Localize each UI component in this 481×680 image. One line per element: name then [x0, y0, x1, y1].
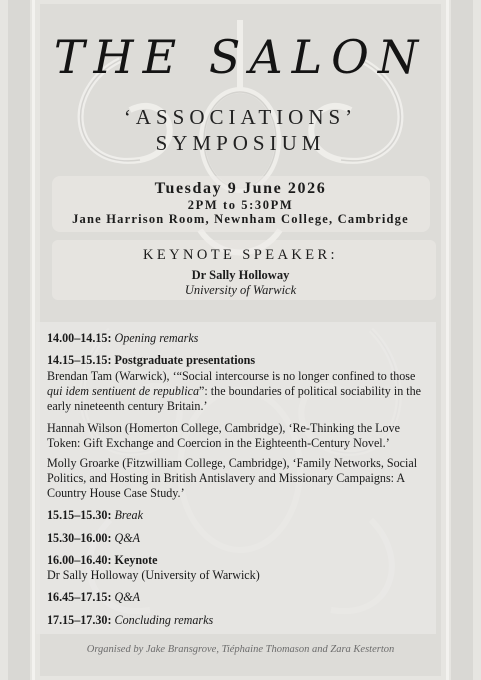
- talk-3: [47, 456, 432, 501]
- talk-3-line-2: Politics, and Hosting in British Antislavery and Missionary Campaigns: A: [47, 471, 406, 485]
- talk-1-line-2: [47, 384, 432, 399]
- subtitle-line-2: SYMPOSIUM: [155, 131, 326, 155]
- opening-label: Opening remarks: [114, 331, 199, 345]
- break-time: 15.15–15.30:: [47, 508, 112, 522]
- qa-1-time: 15.30–16.00:: [47, 531, 112, 545]
- closing-label: Concluding remarks: [114, 613, 214, 627]
- postgrad-time: 14.15–15.15:: [47, 353, 112, 367]
- programme-postgrad: [47, 353, 432, 368]
- event-title: THE SALON: [53, 30, 428, 84]
- programme-qa-1: [47, 531, 432, 546]
- talk-2-line-1: Hannah Wilson (Homerton College, Cambridge), ‘Re-Thinking the Love: [47, 421, 400, 435]
- keynote-name: Dr Sally Holloway: [191, 268, 290, 282]
- programme-keynote: [47, 553, 432, 583]
- talk-1-line-2-rest: ”: the boundaries of political sociability in the: [199, 384, 422, 398]
- talk-1-line-3: early nineteenth century Britain.’: [47, 399, 208, 413]
- event-time: 2PM to 5:30PM: [187, 198, 294, 212]
- qa-1-label: Q&A: [114, 531, 141, 545]
- event-date: Tuesday 9 June 2026: [154, 180, 327, 197]
- keynote-slot-label: Keynote: [114, 553, 158, 567]
- subtitle-line-1: ‘ASSOCIATIONS’: [123, 105, 358, 129]
- talk-2-line-2: Token: Gift Exchange and Coercion in the Eighteenth-Century Novel.’: [47, 436, 390, 450]
- programme-opening: [47, 331, 432, 346]
- opening-time: 14.00–14.15:: [47, 331, 112, 345]
- event-subtitle: [0, 104, 481, 156]
- organisers-footer: Organised by Jake Bransgrove, Tiéphaine Thomason and Zara Kesterton: [86, 644, 395, 655]
- programme-closing: [47, 613, 432, 628]
- programme-qa-2: [47, 590, 432, 605]
- programme-break: [47, 508, 432, 523]
- keynote-institution: University of Warwick: [184, 283, 297, 297]
- break-label: Break: [114, 508, 143, 522]
- talk-2: [47, 421, 432, 451]
- qa-2-label: Q&A: [114, 590, 141, 604]
- event-venue: Jane Harrison Room, Newnham College, Cambridge: [72, 212, 409, 226]
- postgrad-label: Postgraduate presentations: [114, 353, 256, 367]
- talk-1: [47, 369, 432, 414]
- talk-1-line-1: Brendan Tam (Warwick), ‘“Social intercourse is no longer confined to those: [47, 369, 416, 383]
- talk-3-line-3: Country House Case Study.’: [47, 486, 185, 500]
- keynote-slot-detail: Dr Sally Holloway (University of Warwick): [47, 568, 260, 582]
- closing-time: 17.15–17.30:: [47, 613, 112, 627]
- keynote-slot-time: 16.00–16.40:: [47, 553, 112, 567]
- qa-2-time: 16.45–17.15:: [47, 590, 112, 604]
- talk-1-latin: qui idem sentiuent de republica: [47, 384, 200, 398]
- talk-3-line-1: Molly Groarke (Fitzwilliam College, Cambridge), ‘Family Networks, Social: [47, 456, 418, 470]
- keynote-heading: KEYNOTE SPEAKER:: [143, 247, 338, 263]
